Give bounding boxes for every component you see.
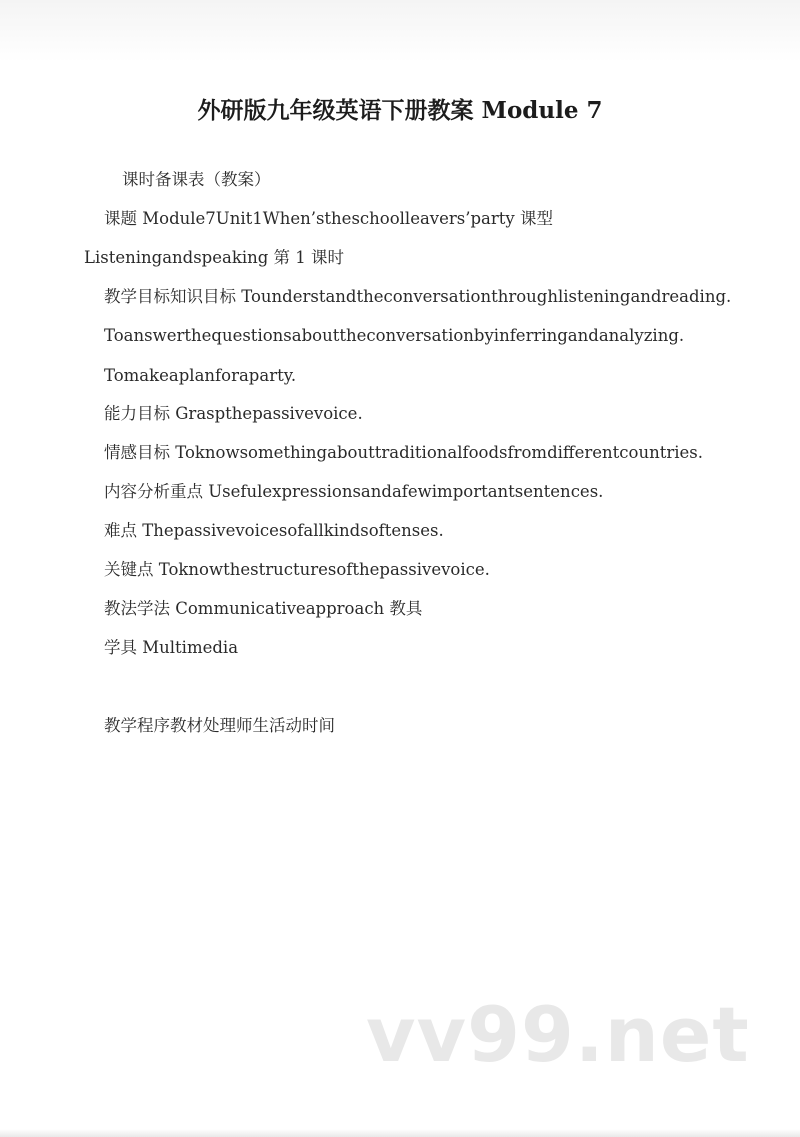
document-line: 关键点 Toknowthestructuresofthepassivevoice. (104, 560, 490, 579)
document-line: 能力目标 Graspthepassivevoice. (104, 404, 363, 423)
document-line: 教学程序教材处理师生活动时间 (104, 716, 335, 735)
document-line: 教法学法 Communicativeapproach 教具 (104, 599, 423, 618)
document-line: 课时备课表（教案） (122, 170, 271, 189)
document-line: 情感目标 Toknowsomethingabouttraditionalfoodsfromdifferentcountries. (104, 443, 704, 462)
document-line: 课题 Module7Unit1When’stheschoolleavers’party 课型 (104, 209, 553, 228)
document-line: 教学目标知识目标 Tounderstandtheconversationthroughlisteningandreading. (104, 287, 732, 306)
document-line: 内容分析重点 Usefulexpressionsandafewimportantsentences. (104, 482, 604, 501)
page-bottom-shade (0, 1129, 800, 1137)
document-title: 外研版九年级英语下册教案 Module 7 (197, 97, 603, 124)
document-line: Toanswerthequestionsabouttheconversationbyinferringandanalyzing. (104, 326, 685, 345)
page-top-shade (0, 0, 800, 62)
document-line: Tomakeaplanforaparty. (104, 366, 297, 385)
document-line: Listeningandspeaking 第 1 课时 (84, 248, 345, 267)
document-line: 学具 Multimedia (104, 638, 239, 657)
watermark: vv99.net (366, 990, 750, 1079)
document-line: 难点 Thepassivevoicesofallkindsoftenses. (104, 521, 444, 540)
